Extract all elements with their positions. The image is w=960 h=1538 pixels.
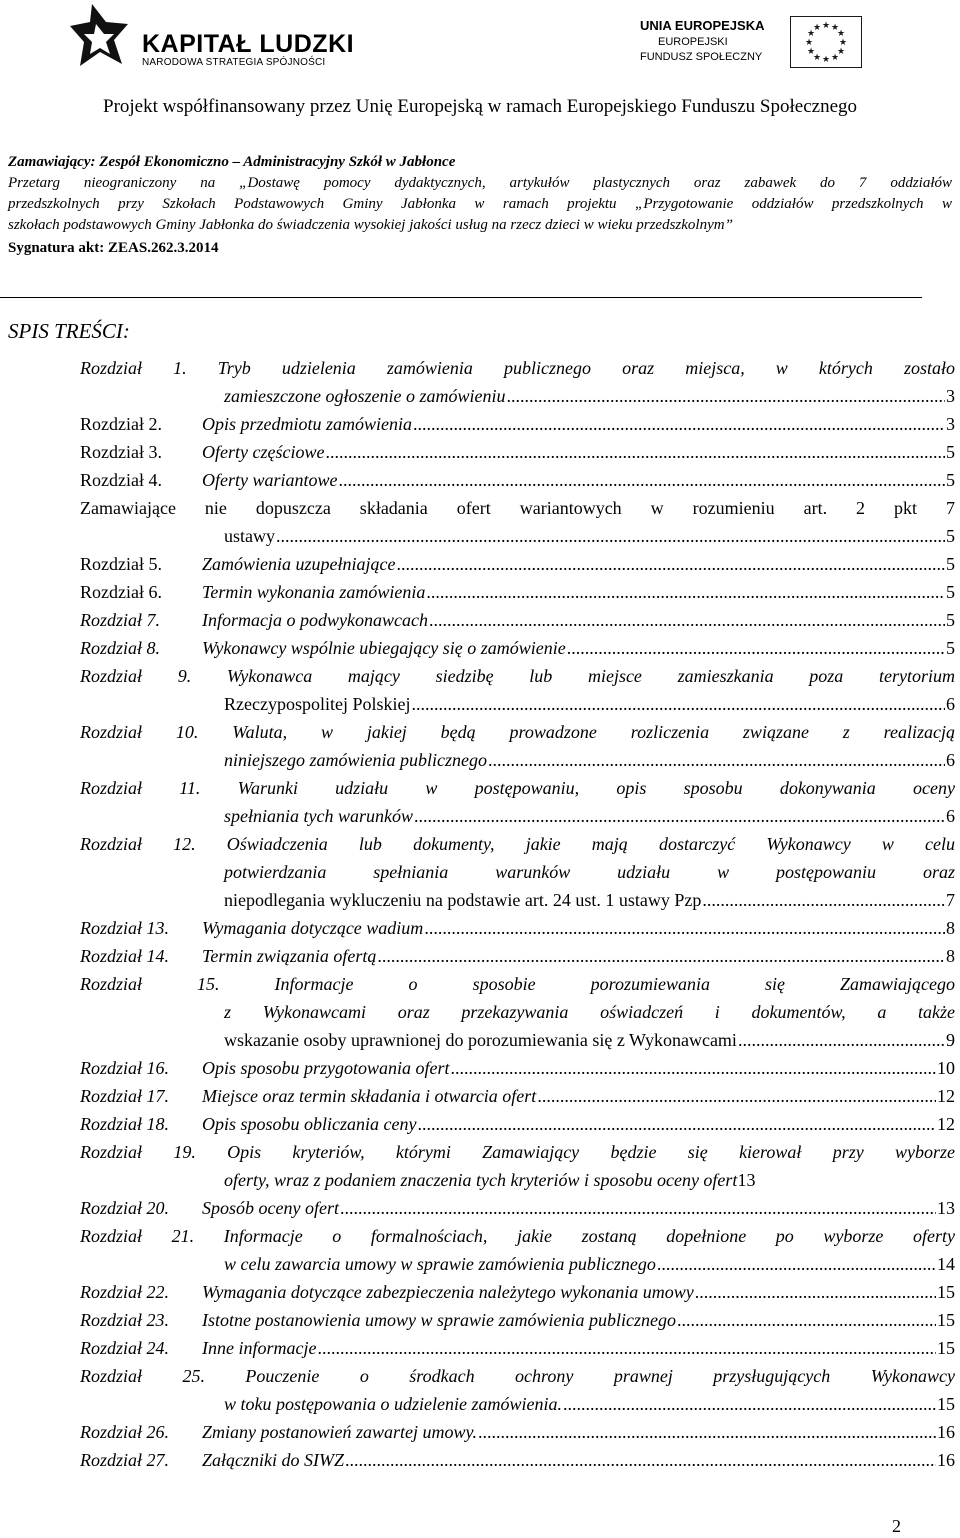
- toc-entry-26[interactable]: [80, 1418, 955, 1446]
- toc-entry-19-title-cont: oferty, wraz z podaniem znaczenia tych kryteriów i sposobu oceny ofert: [224, 1170, 738, 1190]
- toc-entry-1-title-cont: zamieszczone ogłoszenie o zamówieniu: [224, 386, 506, 406]
- toc-leader: [424, 914, 945, 942]
- toc-entry-9-line-2[interactable]: [224, 690, 955, 718]
- toc-entry-17[interactable]: [80, 1082, 955, 1110]
- toc-entry-27[interactable]: [80, 1446, 955, 1474]
- toc-title: SPIS TREŚCI:: [8, 319, 130, 343]
- kapital-ludzki-emblem-icon: [70, 4, 140, 72]
- toc-leader: [340, 1194, 936, 1222]
- toc-entry-3-title: Oferty częściowe: [202, 442, 325, 462]
- toc-entry-3[interactable]: [80, 438, 955, 466]
- toc-entry-19-line-1[interactable]: [80, 1138, 955, 1166]
- toc-entry-variant-line-2[interactable]: [224, 522, 955, 550]
- kapital-ludzki-logo: [70, 4, 355, 74]
- toc-entry-21-title: Rozdział 21. Informacje o formalnościach, jakie zostaną dopełnione po wyborze oferty: [80, 1226, 955, 1246]
- toc-entry-7-page: 5: [946, 610, 955, 630]
- eu-logo: [640, 18, 890, 68]
- toc-leader: [325, 438, 945, 466]
- toc-entry-24-label: Rozdział 24.: [80, 1338, 170, 1358]
- toc-entry-25-title: Rozdział 25. Pouczenie o środkach ochrony prawnej przysługujących Wykonawcy: [80, 1366, 955, 1386]
- toc-entry-9-page: 6: [946, 694, 955, 714]
- toc-entry-21-page: 14: [937, 1254, 955, 1274]
- toc-entry-6-label: Rozdział 6.: [80, 582, 162, 602]
- toc-entry-27-label: Rozdział 27.: [80, 1450, 170, 1470]
- toc-entry-11-title: Rozdział 11. Warunki udziału w postępowaniu, opis sposobu dokonywania oceny: [80, 778, 955, 798]
- toc-leader: [345, 1446, 936, 1474]
- contracting-authority: Zamawiający: Zespół Ekonomiczno – Administracyjny Szkół w Jabłonce: [8, 154, 456, 170]
- toc-leader: [488, 746, 945, 774]
- toc-leader: [702, 886, 945, 914]
- tender-description-line-3: szkołach podstawowych Gminy Jabłonka do świadczenia wysokiej jakości usług na rzecz dzieci w wieku przedszkolnym”: [8, 217, 733, 233]
- toc-leader: [429, 606, 945, 634]
- toc-entry-25-line-1[interactable]: [80, 1362, 955, 1390]
- svg-text:★: ★: [836, 47, 846, 57]
- toc-entry-9-line-1[interactable]: [80, 662, 955, 690]
- eu-flag-icon: [790, 16, 862, 68]
- toc-entry-12-title-cont: potwierdzania spełniania warunków udziału w postępowaniu oraz: [224, 862, 955, 882]
- toc-leader: [396, 550, 945, 578]
- toc-entry-1-page: 3: [946, 386, 955, 406]
- case-reference: Sygnatura akt: ZEAS.262.3.2014: [8, 240, 219, 256]
- toc-entry-5-label: Rozdział 5.: [80, 554, 162, 574]
- toc-entry-2[interactable]: [80, 410, 955, 438]
- toc-entry-8-label: Rozdział 8.: [80, 638, 161, 658]
- toc-entry-2-title: Opis przedmiotu zamówienia: [202, 414, 413, 434]
- toc-entry-15-line-2[interactable]: [224, 998, 955, 1026]
- toc-entry-variant-title: Zamawiające nie dopuszcza składania ofert wariantowych w rozumieniu art. 2 pkt 7: [80, 498, 955, 518]
- toc-entry-13[interactable]: [80, 914, 955, 942]
- toc-entry-27-title: Załączniki do SIWZ: [202, 1450, 344, 1470]
- toc-entry-2-page: 3: [946, 414, 955, 434]
- toc-entry-16[interactable]: [80, 1054, 955, 1082]
- toc-entry-11-line-1[interactable]: [80, 774, 955, 802]
- toc-entry-8-title: Wykonawcy wspólnie ubiegający się o zamówienie: [202, 638, 566, 658]
- toc-entry-16-page: 10: [937, 1058, 955, 1078]
- toc-entry-4-label: Rozdział 4.: [80, 470, 162, 490]
- toc-entry-19-page: 13: [737, 1170, 756, 1190]
- toc-entry-20-page: 13: [937, 1198, 955, 1218]
- toc-entry-6[interactable]: [80, 578, 955, 606]
- toc-entry-23-label: Rozdział 23.: [80, 1310, 170, 1330]
- toc-entry-12-line-2[interactable]: [224, 858, 955, 886]
- toc-entry-22[interactable]: [80, 1278, 955, 1306]
- tender-description-line-2: przedszkolnych przy Szkołach Podstawowych Gminy Jabłonka w ramach projektu „Przygotowanie oddziałów przedszkolnych w: [8, 196, 952, 212]
- toc-entry-1-line-2[interactable]: [224, 382, 955, 410]
- svg-text:★: ★: [804, 38, 814, 48]
- kapital-ludzki-subtitle: NARODOWA STRATEGIA SPÓJNOŚCI: [142, 57, 326, 68]
- toc-entry-24[interactable]: [80, 1334, 955, 1362]
- kapital-ludzki-title: KAPITAŁ LUDZKI: [142, 30, 355, 58]
- svg-text:★: ★: [830, 53, 840, 63]
- toc-entry-3-page: 5: [946, 442, 955, 462]
- page-number: 2: [892, 1516, 901, 1536]
- toc-leader: [695, 1278, 936, 1306]
- toc-leader: [417, 1110, 936, 1138]
- toc-entry-17-page: 12: [937, 1086, 955, 1106]
- eu-logo-line3: FUNDUSZ SPOŁECZNY: [640, 51, 763, 63]
- toc-entry-21-line-2[interactable]: [224, 1250, 955, 1278]
- toc-entry-18-title: Opis sposobu obliczania ceny: [202, 1114, 417, 1134]
- toc-entry-4[interactable]: [80, 466, 955, 494]
- toc-entry-8-page: 5: [946, 638, 955, 658]
- svg-text:★: ★: [812, 53, 822, 63]
- toc-entry-16-label: Rozdział 16.: [80, 1058, 170, 1078]
- toc-entry-variant-line-1[interactable]: [80, 494, 955, 522]
- toc-entry-15-line-3[interactable]: [224, 1026, 955, 1054]
- toc-entry-17-label: Rozdział 17.: [80, 1086, 170, 1106]
- toc-entry-20-title: Sposób oceny ofert: [202, 1198, 339, 1218]
- toc-entry-22-title: Wymagania dotyczące zabezpieczenia należytego wykonania umowy: [202, 1282, 694, 1302]
- toc-leader: [426, 578, 945, 606]
- toc-entry-12-title: Rozdział 12. Oświadczenia lub dokumenty, jakie mają dostarczyć Wykonawcy w celu: [80, 834, 955, 854]
- toc-entry-21-title-cont: w celu zawarcia umowy w sprawie zamówienia publicznego: [224, 1254, 656, 1274]
- toc-entry-11-line-2[interactable]: [224, 802, 955, 830]
- toc-entry-13-page: 8: [946, 918, 955, 938]
- toc-entry-23[interactable]: [80, 1306, 955, 1334]
- toc-entry-6-page: 5: [946, 582, 955, 602]
- eu-logo-line1: UNIA EUROPEJSKA: [640, 18, 765, 33]
- toc-leader: [413, 410, 945, 438]
- toc-entry-25-page: 15: [937, 1394, 955, 1414]
- toc-entry-16-title: Opis sposobu przygotowania ofert: [202, 1058, 450, 1078]
- toc-leader: [537, 1082, 936, 1110]
- toc-entry-13-label: Rozdział 13.: [80, 918, 170, 938]
- toc-entry-20[interactable]: [80, 1194, 955, 1222]
- toc-leader: [276, 522, 945, 550]
- toc-entry-8[interactable]: [80, 634, 955, 662]
- toc-entry-13-title: Wymagania dotyczące wadium: [202, 918, 424, 938]
- svg-text:★: ★: [812, 23, 822, 33]
- toc-entry-10-line-1[interactable]: [80, 718, 955, 746]
- svg-text:★: ★: [830, 23, 840, 33]
- toc-entry-12-line-3[interactable]: [224, 886, 955, 914]
- toc-entry-4-page: 5: [946, 470, 955, 490]
- toc-leader: [478, 1418, 936, 1446]
- toc-leader: [506, 382, 945, 410]
- toc-entry-18[interactable]: [80, 1110, 955, 1138]
- toc-entry-19-title: Rozdział 19. Opis kryteriów, którymi Zamawiający będzie się kierował przy wyborze: [80, 1142, 955, 1162]
- svg-text:★: ★: [838, 38, 848, 48]
- svg-text:★: ★: [821, 21, 831, 31]
- toc-leader: [563, 1390, 936, 1418]
- toc-entry-25-line-2[interactable]: [224, 1390, 955, 1418]
- toc-entry-22-label: Rozdział 22.: [80, 1282, 170, 1302]
- toc-entry-23-title: Istotne postanowienia umowy w sprawie zamówienia publicznego: [202, 1310, 676, 1330]
- toc-leader: [339, 466, 946, 494]
- toc-entry-10-line-2[interactable]: [224, 746, 955, 774]
- toc-entry-18-page: 12: [937, 1114, 955, 1134]
- toc-leader: [657, 1250, 936, 1278]
- toc-entry-19-line-2[interactable]: [224, 1166, 955, 1194]
- toc-entry-24-title: Inne informacje: [202, 1338, 317, 1358]
- toc-entry-12-page: 7: [946, 890, 955, 910]
- toc-entry-26-label: Rozdział 26.: [80, 1422, 170, 1442]
- toc-leader: [738, 1026, 945, 1054]
- toc-entry-5[interactable]: [80, 550, 955, 578]
- toc-entry-9-title: Rozdział 9. Wykonawca mający siedzibę lub miejsce zamieszkania poza terytorium: [80, 666, 955, 686]
- toc-entry-7-title: Informacja o podwykonawcach: [202, 610, 428, 630]
- svg-text:★: ★: [806, 47, 816, 57]
- toc-leader: [677, 1306, 936, 1334]
- toc-entry-1-line-1[interactable]: [80, 354, 955, 382]
- toc-entry-7[interactable]: [80, 606, 955, 634]
- toc-entry-5-title: Zamówienia uzupełniające: [202, 554, 396, 574]
- toc-entry-26-title: Zmiany postanowień zawartej umowy.: [202, 1422, 478, 1442]
- eu-logo-line2: EUROPEJSKI: [658, 36, 728, 48]
- toc-entry-21-line-1[interactable]: [80, 1222, 955, 1250]
- toc-leader: [411, 690, 945, 718]
- toc-entry-24-page: 15: [937, 1338, 955, 1358]
- toc-entry-25-title-cont: w toku postępowania o udzielenie zamówienia.: [224, 1394, 562, 1414]
- svg-text:★: ★: [806, 29, 816, 39]
- toc-entry-26-page: 16: [937, 1422, 955, 1442]
- toc-entry-3-label: Rozdział 3.: [80, 442, 162, 462]
- toc-entry-11-title-cont: spełniania tych warunków: [224, 806, 413, 826]
- toc-entry-15-title-cont: z Wykonawcami oraz przekazywania oświadczeń i dokumentów, a także: [224, 1002, 955, 1022]
- toc-entry-20-label: Rozdział 20.: [80, 1198, 170, 1218]
- svg-text:★: ★: [821, 55, 831, 65]
- toc-entry-1-title: Rozdział 1. Tryb udzielenia zamówienia publicznego oraz miejsca, w których zostało: [80, 358, 955, 378]
- project-cofinancing-line: Projekt współfinansowany przez Unię Europejską w ramach Europejskiego Funduszu Społecznego: [103, 96, 857, 117]
- toc-entry-10-page: 6: [946, 750, 955, 770]
- header-divider: [0, 297, 922, 298]
- toc-entry-14-label: Rozdział 14.: [80, 946, 170, 966]
- toc-entry-12-title-cont-2: niepodlegania wykluczeniu na podstawie art. 24 ust. 1 ustawy Pzp: [224, 890, 702, 910]
- toc-entry-17-title: Miejsce oraz termin składania i otwarcia ofert: [202, 1086, 537, 1106]
- toc-entry-15-title-cont-2: wskazanie osoby uprawnionej do porozumiewania się z Wykonawcami: [224, 1030, 737, 1050]
- toc-entry-5-page: 5: [946, 554, 955, 574]
- toc-entry-variant-title-cont: ustawy: [224, 526, 275, 546]
- toc-leader: [377, 942, 945, 970]
- toc-entry-15-page: 9: [946, 1030, 955, 1050]
- svg-text:★: ★: [836, 29, 846, 39]
- toc-leader: [567, 634, 945, 662]
- toc-entry-4-title: Oferty wariantowe: [202, 470, 338, 490]
- toc-leader: [317, 1334, 936, 1362]
- toc-entry-12-line-1[interactable]: [80, 830, 955, 858]
- tender-description-line-1: Przetarg nieograniczony na „Dostawę pomocy dydaktycznych, artykułów plastycznych oraz zabawek do 7 oddziałów: [8, 175, 952, 191]
- toc-entry-10-title-cont: niniejszego zamówienia publicznego: [224, 750, 487, 770]
- toc-entry-14-title: Termin związania ofertą: [202, 946, 377, 966]
- toc-leader: [414, 802, 945, 830]
- toc-entry-27-page: 16: [937, 1450, 955, 1470]
- toc-entry-15-line-1[interactable]: [80, 970, 955, 998]
- toc-entry-14-page: 8: [946, 946, 955, 966]
- toc-entry-2-label: Rozdział 2.: [80, 414, 162, 434]
- toc-entry-10-title: Rozdział 10. Waluta, w jakiej będą prowadzone rozliczenia związane z realizacją: [80, 722, 955, 742]
- toc-leader: [451, 1054, 936, 1082]
- toc-entry-6-title: Termin wykonania zamówienia: [202, 582, 426, 602]
- toc-entry-22-page: 15: [937, 1282, 955, 1302]
- toc-entry-9-title-cont: Rzeczypospolitej Polskiej: [224, 694, 411, 714]
- toc-entry-variant-page: 5: [946, 526, 955, 546]
- toc-entry-7-label: Rozdział 7.: [80, 610, 161, 630]
- toc-entry-18-label: Rozdział 18.: [80, 1114, 170, 1134]
- toc-entry-14[interactable]: [80, 942, 955, 970]
- toc-entry-15-title: Rozdział 15. Informacje o sposobie porozumiewania się Zamawiającego: [80, 974, 955, 994]
- toc-entry-23-page: 15: [937, 1310, 955, 1330]
- toc-entry-11-page: 6: [946, 806, 955, 826]
